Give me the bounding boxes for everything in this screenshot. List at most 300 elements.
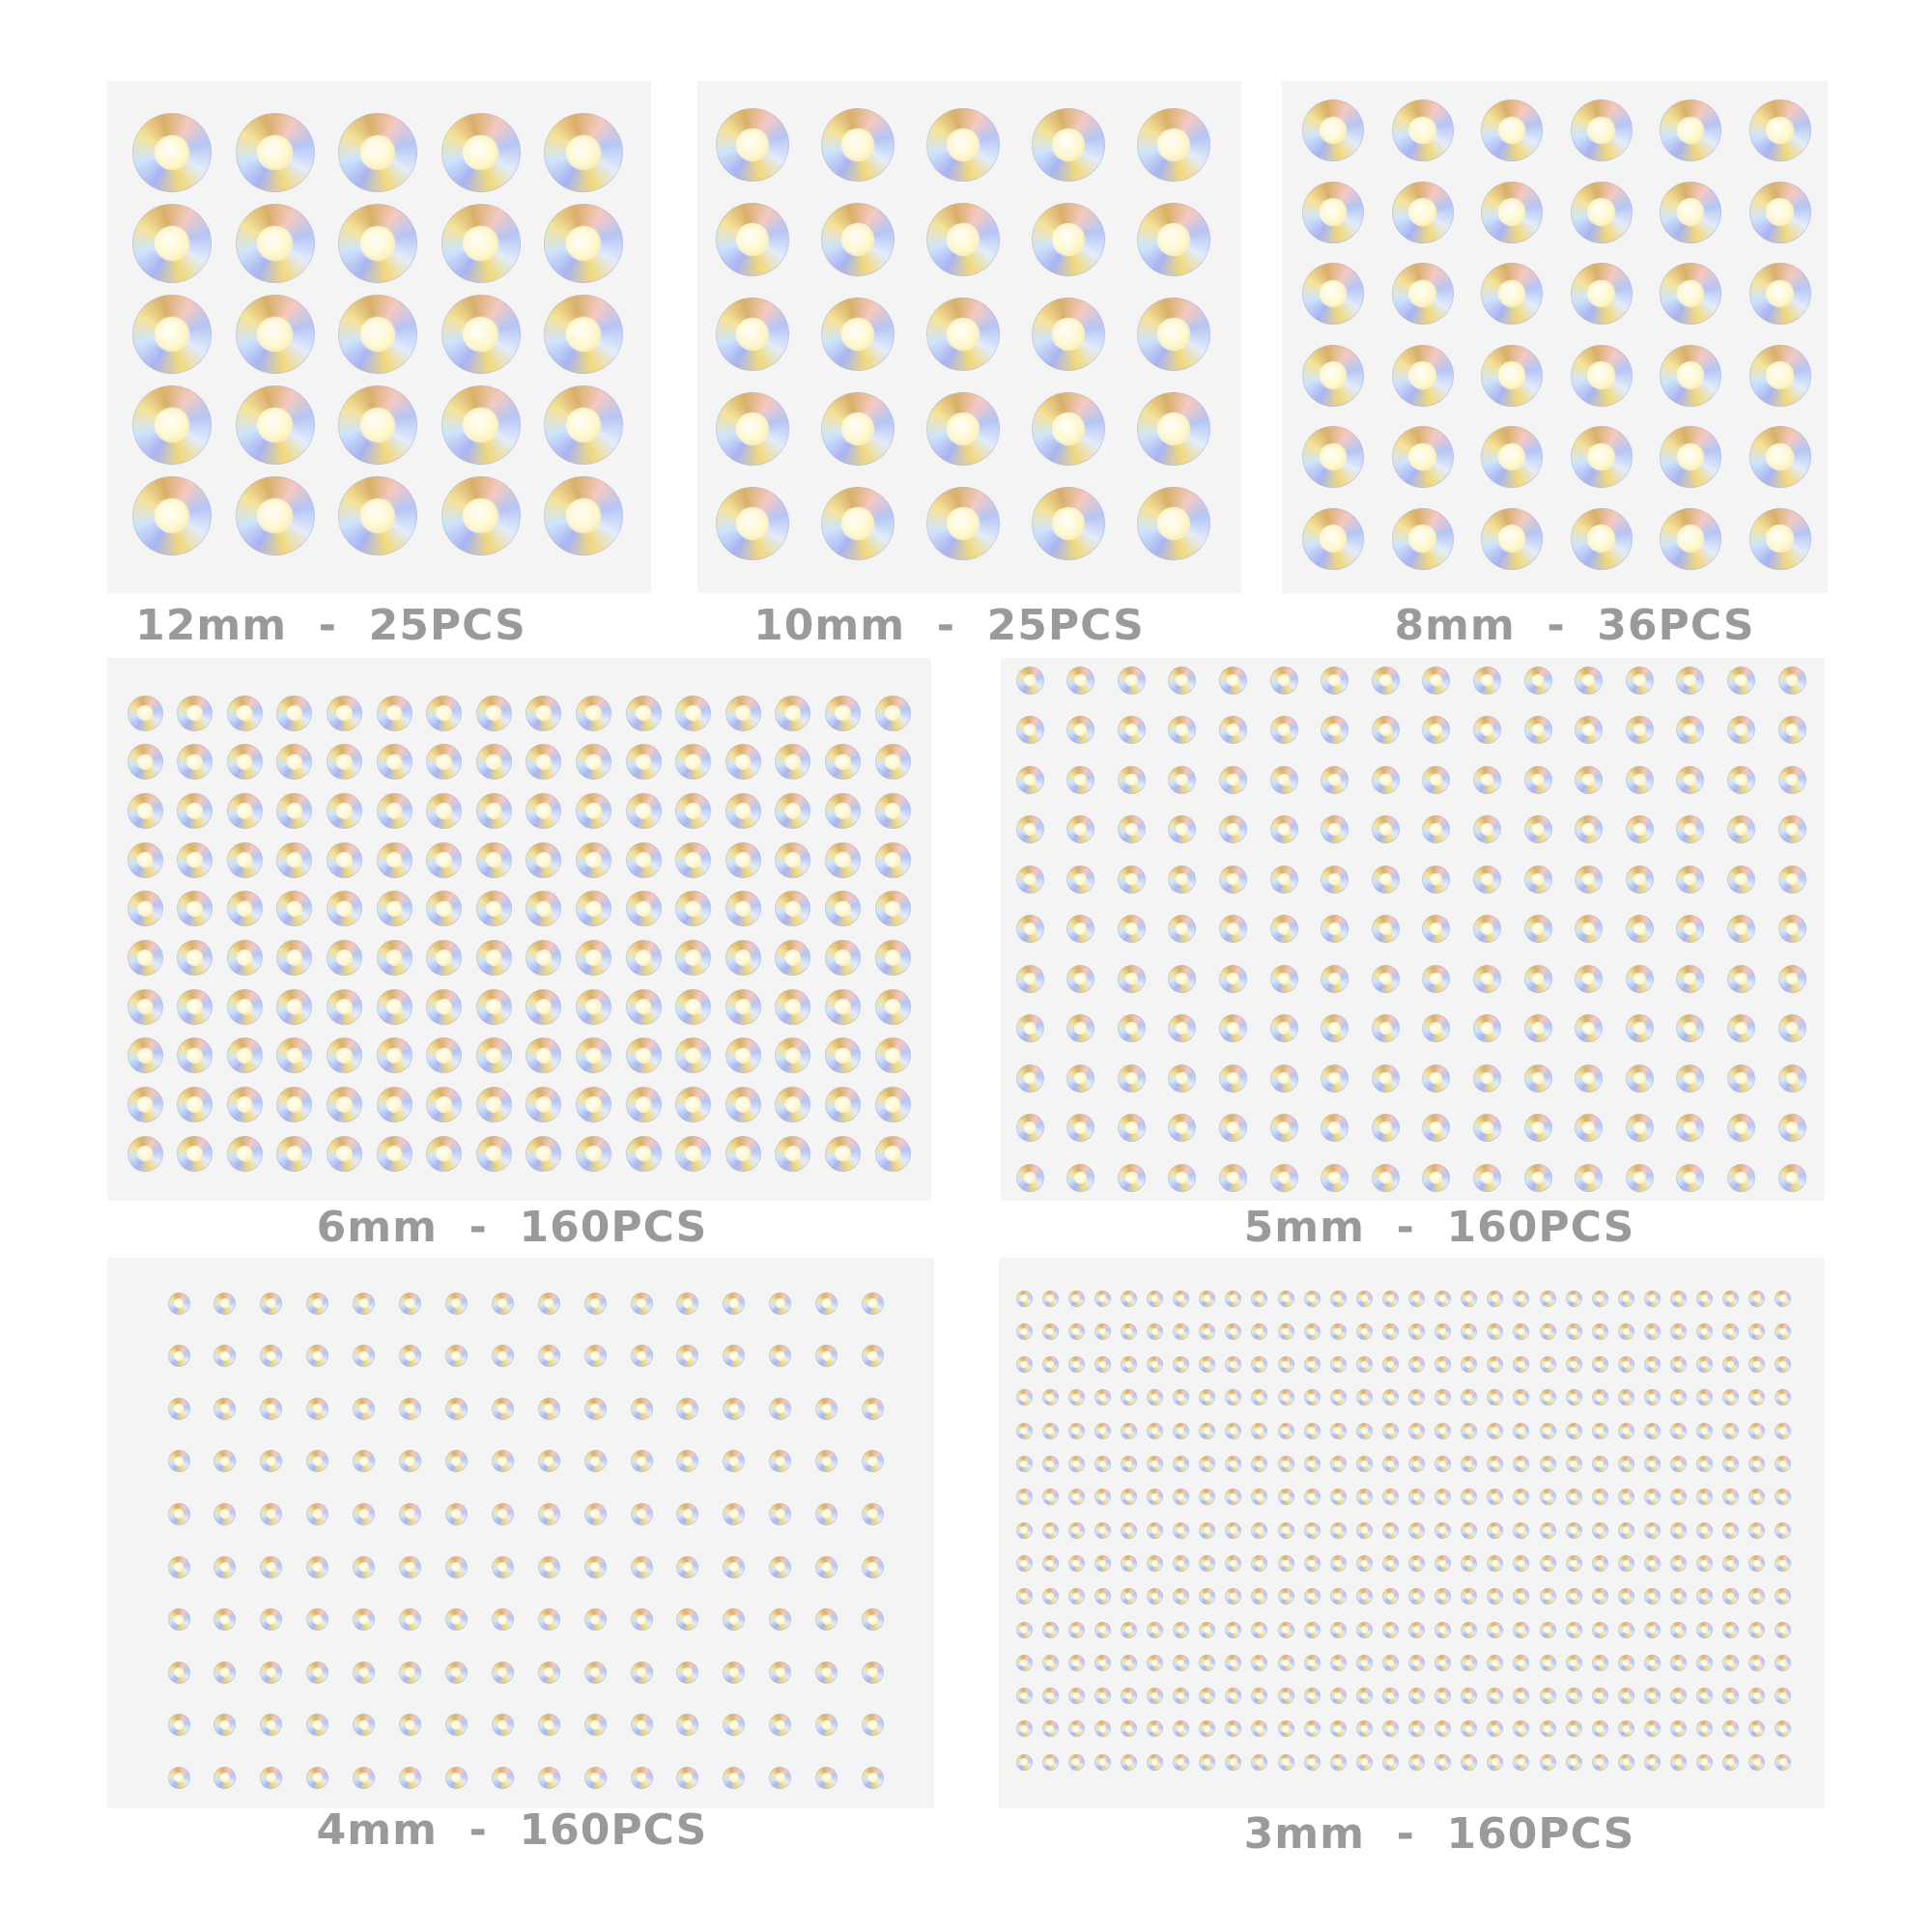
rhinestone-3mm (1278, 1555, 1294, 1572)
rhinestone-3mm (1696, 1555, 1713, 1572)
rhinestone-3mm (1068, 1489, 1085, 1505)
rhinestone-5mm (1524, 1114, 1552, 1142)
rhinestone-8mm (1660, 345, 1721, 407)
rhinestone-10mm (926, 392, 1000, 466)
rhinestone-6mm (875, 1136, 911, 1172)
rhinestone-5mm (1372, 866, 1400, 894)
rhinestone-6mm (675, 842, 711, 878)
rhinestone-6mm (725, 940, 761, 976)
rhinestone-3mm (1356, 1555, 1373, 1572)
rhinestone-3mm (1121, 1423, 1137, 1439)
rhinestone-3mm (1618, 1555, 1634, 1572)
rhinestone-6mm (128, 891, 163, 926)
rhinestone-6mm (476, 940, 512, 976)
rhinestone-6mm (725, 891, 761, 926)
rhinestone-4mm (168, 1662, 190, 1684)
rhinestone-3mm (1199, 1423, 1215, 1439)
rhinestone-3mm (1540, 1754, 1556, 1771)
rhinestone-8mm (1481, 426, 1543, 488)
rhinestone-3mm (1094, 1754, 1111, 1771)
rhinestone-6mm (476, 696, 512, 731)
rhinestone-8mm (1571, 99, 1633, 161)
rhinestone-5mm (1321, 965, 1349, 993)
rhinestone-5mm (1524, 915, 1552, 943)
rhinestone-3mm (1540, 1323, 1556, 1340)
rhinestone-3mm (1618, 1588, 1634, 1605)
rhinestone-3mm (1722, 1555, 1739, 1572)
rhinestone-3mm (1670, 1423, 1687, 1439)
rhinestone-12mm (236, 476, 315, 555)
rhinestone-4mm (492, 1345, 514, 1367)
rhinestone-5mm (1270, 915, 1298, 943)
rhinestone-5mm (1422, 667, 1450, 695)
rhinestone-3mm (1382, 1423, 1399, 1439)
rhinestone-12mm (544, 204, 623, 283)
rhinestone-3mm (1121, 1754, 1137, 1771)
rhinestone-12mm (544, 385, 623, 465)
rhinestone-5mm (1727, 1164, 1755, 1192)
rhinestone-5mm (1066, 716, 1094, 744)
rhinestone-4mm (631, 1767, 653, 1789)
rhinestone-6mm (377, 842, 412, 878)
rhinestone-10mm (716, 298, 789, 371)
rhinestone-3mm (1304, 1356, 1321, 1373)
rhinestone-3mm (1592, 1555, 1608, 1572)
rhinestone-3mm (1513, 1522, 1529, 1539)
rhinestone-6mm (875, 1037, 911, 1073)
rhinestone-3mm (1566, 1389, 1582, 1406)
rhinestone-3mm (1775, 1622, 1791, 1638)
rhinestone-4mm (492, 1398, 514, 1420)
rhinestone-4mm (815, 1398, 838, 1420)
rhinestone-3mm (1748, 1622, 1765, 1638)
rhinestone-3mm (1330, 1291, 1347, 1307)
rhinestone-3mm (1068, 1588, 1085, 1605)
rhinestone-3mm (1121, 1622, 1137, 1638)
rhinestone-4mm (769, 1398, 791, 1420)
rhinestone-3mm (1094, 1323, 1111, 1340)
rhinestone-6mm (675, 1087, 711, 1122)
rhinestone-sheet-6mm (107, 658, 931, 1201)
rhinestone-3mm (1618, 1522, 1634, 1539)
rhinestone-4mm (213, 1662, 236, 1684)
rhinestone-4mm (538, 1503, 560, 1525)
rhinestone-10mm (716, 487, 789, 560)
rhinestone-8mm (1660, 99, 1721, 161)
rhinestone-10mm (716, 203, 789, 276)
rhinestone-3mm (1540, 1588, 1556, 1605)
rhinestone-4mm (584, 1450, 607, 1472)
rhinestone-3mm (1042, 1356, 1059, 1373)
rhinestone-3mm (1566, 1655, 1582, 1671)
rhinestone-3mm (1382, 1356, 1399, 1373)
rhinestone-3mm (1461, 1423, 1477, 1439)
rhinestone-4mm (631, 1398, 653, 1420)
rhinestone-3mm (1147, 1688, 1163, 1704)
rhinestone-8mm (1660, 182, 1721, 243)
rhinestone-10mm (821, 298, 895, 371)
rhinestone-4mm (584, 1503, 607, 1525)
rhinestone-3mm (1042, 1720, 1059, 1737)
rhinestone-3mm (1487, 1655, 1503, 1671)
rhinestone-6mm (327, 842, 362, 878)
rhinestone-4mm (399, 1293, 421, 1315)
rhinestone-3mm (1016, 1555, 1033, 1572)
rhinestone-4mm (492, 1450, 514, 1472)
rhinestone-8mm (1749, 345, 1811, 407)
rhinestone-3mm (1356, 1522, 1373, 1539)
rhinestone-3mm (1644, 1423, 1661, 1439)
rhinestone-6mm (576, 842, 611, 878)
rhinestone-5mm (1321, 815, 1349, 843)
rhinestone-3mm (1382, 1622, 1399, 1638)
rhinestone-8mm (1302, 182, 1364, 243)
rhinestone-12mm (132, 204, 212, 283)
rhinestone-6mm (476, 1087, 512, 1122)
rhinestone-3mm (1330, 1522, 1347, 1539)
rhinestone-5mm (1118, 866, 1146, 894)
rhinestone-6mm (227, 1037, 263, 1073)
rhinestone-6mm (626, 1037, 662, 1073)
rhinestone-4mm (538, 1398, 560, 1420)
rhinestone-4mm (538, 1608, 560, 1631)
rhinestone-3mm (1173, 1291, 1189, 1307)
rhinestone-12mm (441, 385, 521, 465)
rhinestone-5mm (1676, 667, 1704, 695)
rhinestone-3mm (1199, 1655, 1215, 1671)
rhinestone-5mm (1473, 667, 1501, 695)
rhinestone-6mm (675, 793, 711, 829)
rhinestone-3mm (1435, 1754, 1451, 1771)
rhinestone-8mm (1392, 182, 1454, 243)
rhinestone-3mm (1382, 1456, 1399, 1472)
rhinestone-5mm (1524, 815, 1552, 843)
rhinestone-4mm (584, 1714, 607, 1736)
rhinestone-5mm (1524, 1014, 1552, 1042)
rhinestone-3mm (1513, 1754, 1529, 1771)
rhinestone-4mm (815, 1767, 838, 1789)
rhinestone-5mm (1372, 1065, 1400, 1093)
rhinestone-3mm (1356, 1456, 1373, 1472)
rhinestone-4mm (538, 1345, 560, 1367)
rhinestone-6mm (626, 1136, 662, 1172)
rhinestone-12mm (441, 204, 521, 283)
rhinestone-3mm (1592, 1291, 1608, 1307)
rhinestone-3mm (1461, 1323, 1477, 1340)
rhinestone-3mm (1094, 1522, 1111, 1539)
rhinestone-6mm (875, 842, 911, 878)
rhinestone-3mm (1748, 1655, 1765, 1671)
rhinestone-8mm (1481, 182, 1543, 243)
rhinestone-6mm (825, 1136, 861, 1172)
rhinestone-3mm (1304, 1688, 1321, 1704)
rhinestone-5mm (1372, 766, 1400, 794)
rhinestone-5mm (1118, 667, 1146, 695)
rhinestone-4mm (399, 1556, 421, 1578)
rhinestone-3mm (1121, 1522, 1137, 1539)
rhinestone-4mm (584, 1767, 607, 1789)
rhinestone-4mm (399, 1503, 421, 1525)
rhinestone-4mm (723, 1398, 745, 1420)
rhinestone-6mm (128, 1087, 163, 1122)
rhinestone-4mm (168, 1503, 190, 1525)
rhinestone-8mm (1749, 263, 1811, 325)
rhinestone-3mm (1670, 1555, 1687, 1572)
rhinestone-3mm (1304, 1323, 1321, 1340)
rhinestone-6mm (177, 1136, 213, 1172)
rhinestone-6mm (227, 744, 263, 780)
rhinestone-10mm (926, 487, 1000, 560)
rhinestone-3mm (1748, 1522, 1765, 1539)
rhinestone-12mm (132, 476, 212, 555)
rhinestone-3mm (1618, 1688, 1634, 1704)
rhinestone-6mm (526, 793, 561, 829)
rhinestone-6mm (227, 1136, 263, 1172)
rhinestone-6mm (476, 744, 512, 780)
rhinestone-5mm (1626, 1114, 1654, 1142)
rhinestone-6mm (227, 842, 263, 878)
rhinestone-3mm (1147, 1356, 1163, 1373)
rhinestone-3mm (1644, 1356, 1661, 1373)
rhinestone-3mm (1566, 1356, 1582, 1373)
rhinestone-3mm (1016, 1720, 1033, 1737)
rhinestone-3mm (1225, 1522, 1241, 1539)
rhinestone-10mm (716, 392, 789, 466)
rhinestone-6mm (825, 1087, 861, 1122)
rhinestone-5mm (1524, 766, 1552, 794)
rhinestone-3mm (1330, 1389, 1347, 1406)
rhinestone-6mm (725, 744, 761, 780)
rhinestone-3mm (1199, 1622, 1215, 1638)
rhinestone-5mm (1778, 1114, 1806, 1142)
rhinestone-3mm (1068, 1356, 1085, 1373)
rhinestone-8mm (1481, 345, 1543, 407)
rhinestone-10mm (926, 203, 1000, 276)
rhinestone-3mm (1094, 1655, 1111, 1671)
rhinestone-3mm (1540, 1720, 1556, 1737)
rhinestone-4mm (168, 1608, 190, 1631)
rhinestone-3mm (1435, 1291, 1451, 1307)
rhinestone-4mm (538, 1714, 560, 1736)
rhinestone-5mm (1219, 915, 1247, 943)
rhinestone-3mm (1592, 1622, 1608, 1638)
rhinestone-6mm (377, 940, 412, 976)
rhinestone-5mm (1118, 815, 1146, 843)
rhinestone-6mm (576, 989, 611, 1025)
rhinestone-6mm (276, 842, 312, 878)
rhinestone-4mm (862, 1662, 884, 1684)
rhinestone-8mm (1392, 426, 1454, 488)
rhinestone-5mm (1219, 866, 1247, 894)
rhinestone-6mm (476, 1136, 512, 1172)
rhinestone-3mm (1487, 1423, 1503, 1439)
rhinestone-3mm (1748, 1323, 1765, 1340)
rhinestone-3mm (1042, 1489, 1059, 1505)
rhinestone-3mm (1775, 1423, 1791, 1439)
rhinestone-4mm (723, 1293, 745, 1315)
rhinestone-3mm (1278, 1754, 1294, 1771)
rhinestone-6mm (875, 744, 911, 780)
rhinestone-3mm (1094, 1555, 1111, 1572)
rhinestone-3mm (1304, 1754, 1321, 1771)
rhinestone-12mm (338, 113, 417, 192)
rhinestone-3mm (1540, 1522, 1556, 1539)
rhinestone-6mm (177, 744, 213, 780)
rhinestone-3mm (1775, 1754, 1791, 1771)
rhinestone-3mm (1330, 1655, 1347, 1671)
rhinestone-3mm (1330, 1555, 1347, 1572)
rhinestone-5mm (1626, 1065, 1654, 1093)
rhinestone-3mm (1670, 1323, 1687, 1340)
rhinestone-5mm (1321, 667, 1349, 695)
rhinestone-3mm (1330, 1323, 1347, 1340)
rhinestone-6mm (227, 696, 263, 731)
rhinestone-5mm (1168, 667, 1196, 695)
rhinestone-3mm (1722, 1423, 1739, 1439)
rhinestone-6mm (775, 989, 810, 1025)
rhinestone-5mm (1219, 1114, 1247, 1142)
rhinestone-3mm (1121, 1356, 1137, 1373)
rhinestone-6mm (825, 744, 861, 780)
rhinestone-3mm (1435, 1456, 1451, 1472)
rhinestone-3mm (1042, 1655, 1059, 1671)
rhinestone-3mm (1121, 1688, 1137, 1704)
rhinestone-6mm (626, 891, 662, 926)
rhinestone-4mm (168, 1450, 190, 1472)
rhinestone-5mm (1066, 1065, 1094, 1093)
rhinestone-12mm (132, 113, 212, 192)
rhinestone-3mm (1042, 1522, 1059, 1539)
rhinestone-3mm (1016, 1688, 1033, 1704)
rhinestone-10mm (821, 203, 895, 276)
rhinestone-3mm (1016, 1588, 1033, 1605)
rhinestone-3mm (1722, 1291, 1739, 1307)
rhinestone-3mm (1461, 1522, 1477, 1539)
rhinestone-3mm (1356, 1489, 1373, 1505)
rhinestone-4mm (399, 1662, 421, 1684)
rhinestone-10mm (1137, 203, 1210, 276)
rhinestone-3mm (1042, 1456, 1059, 1472)
rhinestone-6mm (426, 1136, 462, 1172)
rhinestone-6mm (426, 842, 462, 878)
rhinestone-4mm (815, 1293, 838, 1315)
rhinestone-3mm (1540, 1655, 1556, 1671)
rhinestone-4mm (862, 1345, 884, 1367)
rhinestone-8mm (1571, 182, 1633, 243)
rhinestone-3mm (1225, 1423, 1241, 1439)
rhinestone-3mm (1408, 1622, 1425, 1638)
rhinestone-3mm (1121, 1588, 1137, 1605)
rhinestone-3mm (1278, 1622, 1294, 1638)
rhinestone-3mm (1094, 1622, 1111, 1638)
rhinestone-5mm (1016, 1164, 1044, 1192)
rhinestone-6mm (825, 793, 861, 829)
rhinestone-4mm (862, 1556, 884, 1578)
rhinestone-3mm (1278, 1588, 1294, 1605)
rhinestone-5mm (1016, 815, 1044, 843)
rhinestone-3mm (1566, 1423, 1582, 1439)
rhinestone-6mm (725, 1087, 761, 1122)
rhinestone-5mm (1473, 1164, 1501, 1192)
rhinestone-3mm (1042, 1688, 1059, 1704)
rhinestone-3mm (1304, 1655, 1321, 1671)
rhinestone-4mm (538, 1767, 560, 1789)
rhinestone-3mm (1278, 1655, 1294, 1671)
rhinestone-3mm (1147, 1522, 1163, 1539)
rhinestone-3mm (1225, 1291, 1241, 1307)
rhinestone-3mm (1696, 1323, 1713, 1340)
rhinestone-5mm (1727, 866, 1755, 894)
rhinestone-5mm (1422, 766, 1450, 794)
rhinestone-5mm (1778, 815, 1806, 843)
rhinestone-3mm (1173, 1555, 1189, 1572)
rhinestone-3mm (1540, 1489, 1556, 1505)
rhinestone-3mm (1199, 1323, 1215, 1340)
rhinestone-3mm (1356, 1588, 1373, 1605)
rhinestone-5mm (1219, 1065, 1247, 1093)
rhinestone-12mm (441, 476, 521, 555)
rhinestone-3mm (1748, 1754, 1765, 1771)
rhinestone-4mm (862, 1293, 884, 1315)
rhinestone-3mm (1382, 1323, 1399, 1340)
sheet-label-6mm: 6mm - 160PCS (316, 1203, 708, 1252)
rhinestone-4mm (492, 1608, 514, 1631)
rhinestone-10mm (821, 392, 895, 466)
rhinestone-3mm (1094, 1356, 1111, 1373)
rhinestone-3mm (1330, 1356, 1347, 1373)
rhinestone-8mm (1302, 345, 1364, 407)
rhinestone-3mm (1016, 1323, 1033, 1340)
rhinestone-3mm (1408, 1754, 1425, 1771)
rhinestone-4mm (584, 1556, 607, 1578)
rhinestone-3mm (1199, 1291, 1215, 1307)
rhinestone-3mm (1618, 1291, 1634, 1307)
rhinestone-3mm (1592, 1720, 1608, 1737)
rhinestone-4mm (769, 1662, 791, 1684)
rhinestone-4mm (168, 1293, 190, 1315)
rhinestone-3mm (1173, 1655, 1189, 1671)
rhinestone-3mm (1016, 1622, 1033, 1638)
rhinestone-3mm (1696, 1291, 1713, 1307)
rhinestone-6mm (775, 696, 810, 731)
rhinestone-8mm (1660, 426, 1721, 488)
rhinestone-3mm (1068, 1688, 1085, 1704)
rhinestone-5mm (1524, 866, 1552, 894)
rhinestone-8mm (1481, 263, 1543, 325)
rhinestone-6mm (426, 940, 462, 976)
rhinestone-4mm (631, 1608, 653, 1631)
rhinestone-3mm (1068, 1720, 1085, 1737)
rhinestone-8mm (1481, 508, 1543, 570)
rhinestone-3mm (1566, 1555, 1582, 1572)
rhinestone-5mm (1676, 965, 1704, 993)
rhinestone-6mm (327, 696, 362, 731)
rhinestone-3mm (1225, 1754, 1241, 1771)
rhinestone-6mm (725, 1136, 761, 1172)
rhinestone-3mm (1382, 1754, 1399, 1771)
rhinestone-6mm (227, 1087, 263, 1122)
rhinestone-3mm (1670, 1688, 1687, 1704)
rhinestone-5mm (1422, 1065, 1450, 1093)
rhinestone-6mm (177, 793, 213, 829)
rhinestone-12mm (441, 113, 521, 192)
rhinestone-5mm (1066, 1014, 1094, 1042)
rhinestone-3mm (1566, 1754, 1582, 1771)
rhinestone-5mm (1372, 815, 1400, 843)
rhinestone-4mm (306, 1398, 328, 1420)
rhinestone-5mm (1219, 667, 1247, 695)
rhinestone-3mm (1382, 1291, 1399, 1307)
